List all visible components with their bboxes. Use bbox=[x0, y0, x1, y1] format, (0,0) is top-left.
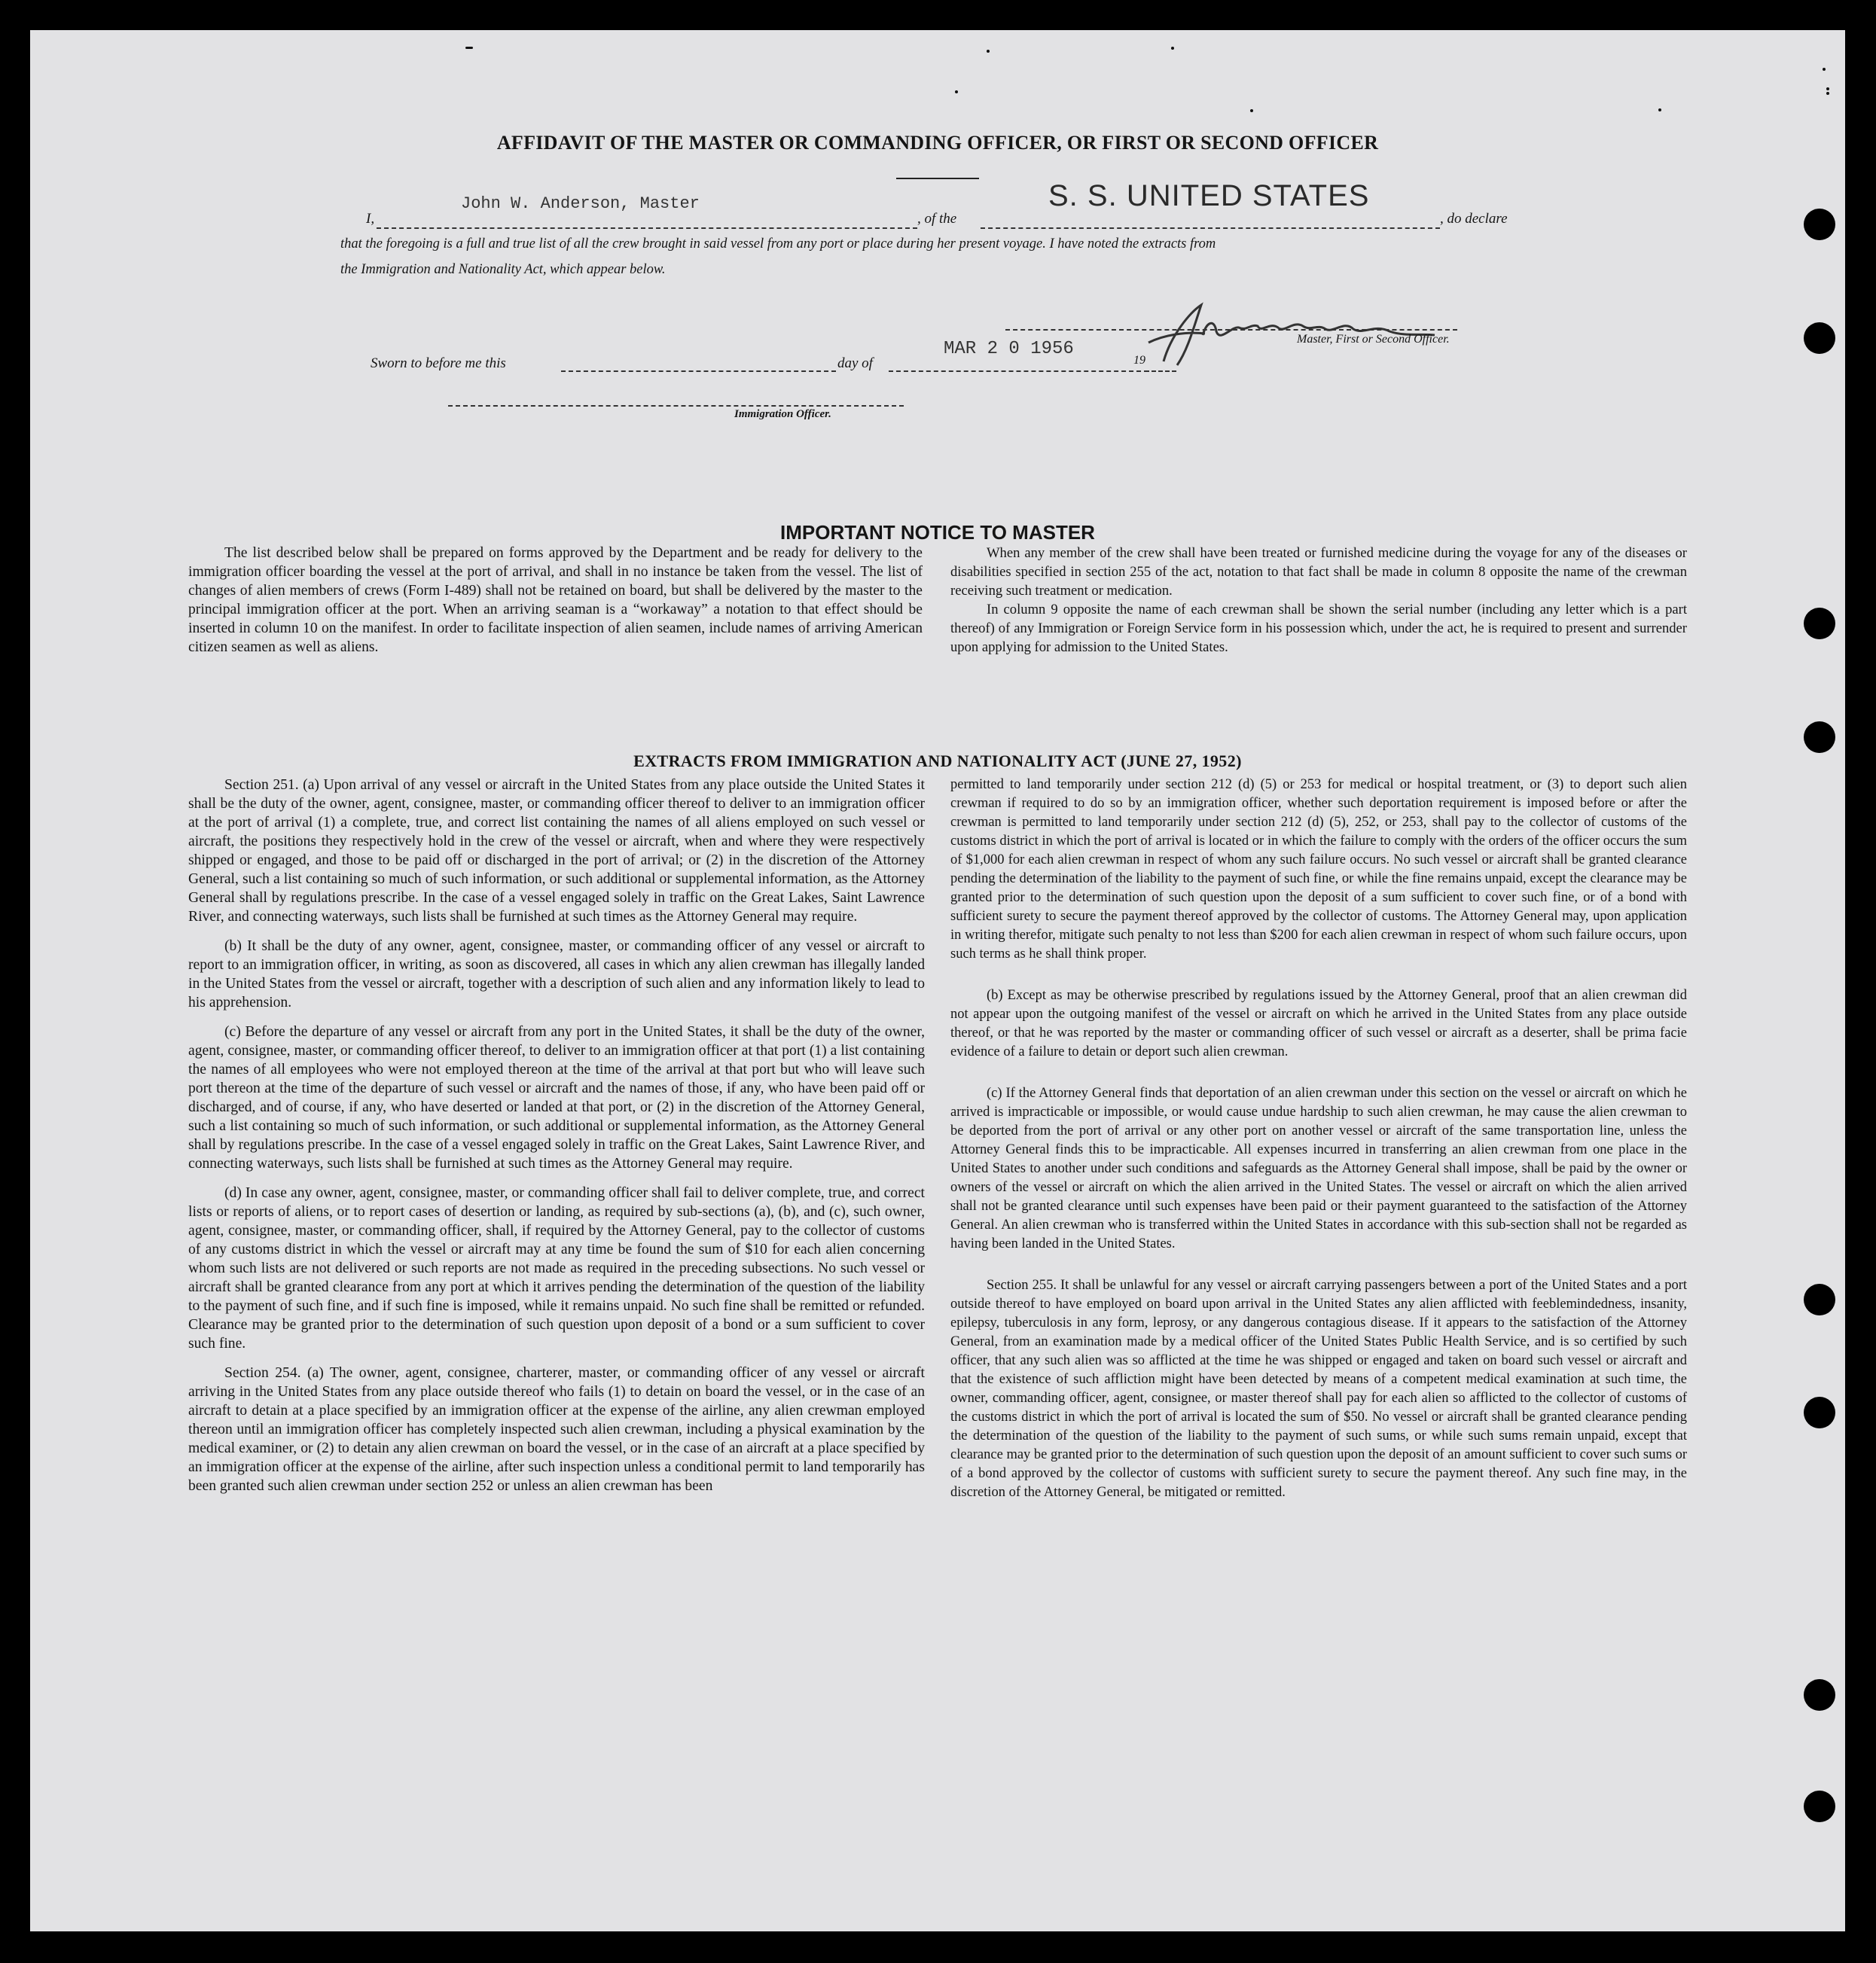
do-declare-label: , do declare bbox=[1440, 211, 1508, 227]
binder-hole bbox=[1804, 1397, 1835, 1428]
extract-paragraph: (c) If the Attorney General finds that deportation of an alien crewman under this section on the vessel or aircraft on which he arrived is impracticable or impossible, or would cause undue hardship to such alien crewman, he may cause the alien crewman to be deported from the port of arrival or any other port on another vessel or aircraft of the same transportation line, unless the Attorney General finds this to be impracticable. All expenses incurred in transferring an alien crewman from one place in the United States to another under such conditions and safeguards as the Attorney General shall impose, shall be paid by the owner or owners of the vessel or aircraft on which the alien arrived in the United States. The vessel or aircraft on which the alien arrived shall not be granted clearance until such expenses have been paid or their payment guaranteed to the satisfaction of the Attorney General. An alien crewman who is transferred within the United States in accordance with this sub-section shall not be regarded as having been landed in the United States. bbox=[950, 1086, 1687, 1251]
speck bbox=[1171, 47, 1174, 50]
signature bbox=[1118, 290, 1480, 373]
binder-hole bbox=[1804, 209, 1835, 240]
notice-right-column bbox=[950, 544, 1687, 667]
notice-paragraph: When any member of the crew shall have been treated or furnished medicine during the voyage for any of the diseases or disabilities specified in section 255 of the act, notation to that fact shall be made in column 8 opposite the name of the crewman receiving such treatment or medication. bbox=[950, 545, 1687, 599]
speck bbox=[1250, 109, 1253, 112]
date-stamp: MAR 2 0 1956 bbox=[944, 339, 1074, 359]
binder-hole bbox=[1804, 608, 1835, 639]
extract-paragraph: Section 254. (a) The owner, agent, consignee, charterer, master, or commanding officer of any vessel or aircraft arriving in the United States from any place outside thereof who fails (1) to detain on board the vessel, or in the case of an aircraft to detain at a place specified by an immigration officer at the expense of the airline, any alien crewman employed thereon until an immigration officer has completely inspected such alien crewman, including a physical examination by the medical examiner, or (2) to detain any alien crewman on board the vessel, or in the case of an aircraft at a place specified by an immigration officer at the expense of the airline, after such inspection unless a conditional permit to land temporarily has been granted such alien crewman under section 252 or unless an alien crewman has been bbox=[188, 1365, 925, 1494]
i-label: I, bbox=[366, 211, 375, 227]
declarant-line bbox=[377, 227, 917, 229]
extract-paragraph: (c) Before the departure of any vessel or aircraft from any port in the United States, it shall be the duty of the owner, agent, consignee, master, or commanding officer thereof, to deliver to an immigration officer at that port (1) a list containing the names of all employees who were not employed thereon at the time of the arrival at that port but who will leave such port thereon at the time of the departure of such vessel or aircraft and the names of those, if any, who have been paid off or discharged, and of course, if any, who have deserted or landed at that port, or (2) in the discretion of the Attorney General, such a list containing so much of such information, or such additional or supplemental information, as the Attorney General shall by regulations prescribe. In the case of a vessel engaged solely in traffic on the Great Lakes, Saint Lawrence River, and connecting waterways, such lists shall be furnished at such times as the Attorney General may require. bbox=[188, 1024, 925, 1172]
extracts-left-column bbox=[188, 776, 925, 1506]
officer-line bbox=[448, 405, 904, 407]
title-divider bbox=[896, 178, 979, 179]
sworn-year-line bbox=[1145, 370, 1176, 372]
speck bbox=[465, 47, 473, 49]
extract-paragraph: (b) It shall be the duty of any owner, agent, consignee, master, or commanding officer of any vessel or aircraft to report to an immigration officer, in writing, as soon as discovered, all cases in which any alien crewman has illegally landed in the United States from the vessel or aircraft, together with a description of such alien and any information likely to lead to his apprehension. bbox=[188, 938, 925, 1010]
day-of-label: day of bbox=[837, 355, 873, 371]
signature-line bbox=[1005, 329, 1457, 331]
extract-paragraph: (b) Except as may be otherwise prescribed by regulations issued by the Attorney General, proof that an alien crewman did not appear upon the outgoing manifest of the vessel or aircraft on which he arrived in the United States from any place outside thereof, or that he was reported by the master or commanding officer of such vessel or aircraft as a deserter, shall be prima facie evidence of a failure to detain or deport such alien crewman. bbox=[950, 988, 1687, 1059]
binder-hole bbox=[1804, 1791, 1835, 1822]
notice-title: IMPORTANT NOTICE TO MASTER bbox=[780, 521, 1095, 544]
affidavit-title: AFFIDAVIT OF THE MASTER OR COMMANDING OFFICER, OR FIRST OR SECOND OFFICER bbox=[496, 132, 1379, 154]
speck bbox=[1826, 92, 1829, 95]
binder-hole bbox=[1804, 721, 1835, 753]
document-page bbox=[30, 30, 1845, 1931]
speck bbox=[987, 50, 990, 53]
speck bbox=[1658, 108, 1661, 111]
binder-hole bbox=[1804, 1284, 1835, 1315]
declaration-line-2: the Immigration and Nationality Act, which appear below. bbox=[340, 262, 666, 277]
sworn-month-line bbox=[889, 370, 1148, 372]
officer-label: Immigration Officer. bbox=[734, 408, 831, 420]
sworn-day-line bbox=[561, 370, 836, 372]
declaration-line-1: that the foregoing is a full and true list of all the crew brought in said vessel from any port or place during her present voyage. I have noted the extracts from bbox=[340, 236, 1216, 251]
notice-paragraph: The list described below shall be prepared on forms approved by the Department and be ready for delivery to the immigration officer boarding the vessel at the port of arrival, and shall in no instance be taken from the vessel. The list of changes of alien members of crews (Form I-489) shall not be retained on board, but shall be delivered by the master to the principal immigration officer at the port. When an arriving seaman is a “workaway” a notation to that effect should be inserted in column 10 on the manifest. In order to facilitate inspection of alien seamen, include names of arriving American citizen seamen as well as aliens. bbox=[188, 545, 923, 655]
binder-hole bbox=[1804, 322, 1835, 354]
sworn-label: Sworn to before me this bbox=[371, 355, 506, 371]
of-the-label: , of the bbox=[917, 211, 957, 227]
binder-hole bbox=[1804, 1679, 1835, 1711]
speck bbox=[955, 90, 958, 93]
vessel-name: S. S. UNITED STATES bbox=[1048, 179, 1370, 212]
extracts-title: EXTRACTS FROM IMMIGRATION AND NATIONALITY ACT (JUNE 27, 1952) bbox=[633, 751, 1242, 770]
extracts-right-column bbox=[950, 776, 1687, 1513]
extract-paragraph: permitted to land temporarily under section 212 (d) (5) or 253 for medical or hospital treatment, or (3) to deport such alien crewman if required to do so by an immigration officer, whether such deportation requirement is imposed before or after the crewman is permitted to land temporarily under section 212 (d) (5), 252, or 253, shall pay to the collector of customs of the customs district in which the port of arrival is located or in which the failure to comply with the orders of the officer occurs the sum of $1,000 for each alien crewman in respect of whom any such failure occurs. No such vessel or aircraft shall be granted clearance pending the determination of the liability to the payment of such fine, or while the fine remains unpaid, except the clearance may be granted prior to the determination of such question upon the deposit of a sum sufficient to cover such fine, or of a bond with sufficient surety to secure the payment thereof approved by the collector of customs. The Attorney General may, upon application in writing therefor, mitigate such penalty to not less than $200 for each alien crewman in respect of whom such failure occurs, upon such terms as he shall think proper. bbox=[950, 777, 1687, 962]
extract-paragraph: Section 251. (a) Upon arrival of any vessel or aircraft in the United States from any place outside the United States it shall be the duty of the owner, agent, consignee, master, or commanding officer thereof to deliver to an immigration officer at the port of arrival (1) a complete, true, and correct list containing the names of all aliens employed on such vessel or aircraft, the positions they respectively hold in the crew of the vessel or aircraft, when and where they were respectively shipped or engaged, and those to be paid off or discharged in the port of arrival; or (2) in the discretion of the Attorney General, such a list containing so much of such information, or such additional or supplemental information, as the Attorney General shall by regulations prescribe. In the case of a vessel engaged solely in traffic on the Great Lakes, Saint Lawrence River, and connecting waterways, such lists shall be furnished at such times as the Attorney General may require. bbox=[188, 777, 925, 925]
extract-paragraph: (d) In case any owner, agent, consignee, master, or commanding officer shall fail to deliver complete, true, and correct lists or reports of aliens, or to report cases of desertion or landing, as required by sub-sections (a), (b), and (c), such owner, agent, consignee, master, or commanding officer, shall, if required by the Attorney General, pay to the collector of customs of any customs district in which the vessel or aircraft may at any time be found the sum of $10 for each alien concerning whom such lists are not delivered or such reports are not made as required in the preceding subsections. No such vessel or aircraft shall be granted clearance from any port at which it arrives pending the determination of the question of the liability to the payment of such fine, and if such fine is imposed, while it remains unpaid. No such fine shall be remitted or refunded. Clearance may be granted prior to the determination of such question upon deposit of a bond or a sum sufficient to cover such fine. bbox=[188, 1185, 925, 1352]
speck bbox=[1823, 68, 1826, 71]
extract-paragraph: Section 255. It shall be unlawful for any vessel or aircraft carrying passengers between a port of the United States and a port outside thereof to have employed on board upon arrival in the United States any alien afflicted with feeblemindedness, insanity, epilepsy, tuberculosis in any form, leprosy, or any dangerous contagious disease. If it appears to the satisfaction of the Attorney General, from an examination made by a medical officer of the United States Public Health Service, and is so certified by such officer, that any such alien was so afflicted at the time he was shipped or engaged and taken on board such vessel or aircraft and that the existence of such affliction might have been detected by means of a competent medical examination at such time, the owner, commanding officer, agent, consignee, or master thereof shall pay for each alien so afflicted to the collector of customs of the customs district in which the port of arrival is located the sum of $50. No vessel or aircraft shall be granted clearance pending the determination of the question of the liability to the payment of such sums, or while such sums remain unpaid, except that clearance may be granted prior to the determination of such question upon the deposit of an amount sufficient to cover such sums or of a bond approved by the collector of customs with sufficient surety to secure the payment thereof. Any such fine may, in the discretion of the Attorney General, be mitigated or remitted. bbox=[950, 1278, 1687, 1500]
notice-paragraph: In column 9 opposite the name of each crewman shall be shown the serial number (including any letter which is a part thereof) of any Immigration or Foreign Service form in his possession which, under the act, he is required to present and surrender upon applying for admission to the United States. bbox=[950, 602, 1687, 655]
signature-title: Master, First or Second Officer. bbox=[1297, 333, 1450, 346]
speck bbox=[1826, 87, 1829, 90]
notice-left-column bbox=[188, 544, 923, 667]
declarant-name: John W. Anderson, Master bbox=[461, 194, 700, 213]
year-label: 19 bbox=[1133, 354, 1145, 367]
vessel-line bbox=[981, 227, 1440, 229]
